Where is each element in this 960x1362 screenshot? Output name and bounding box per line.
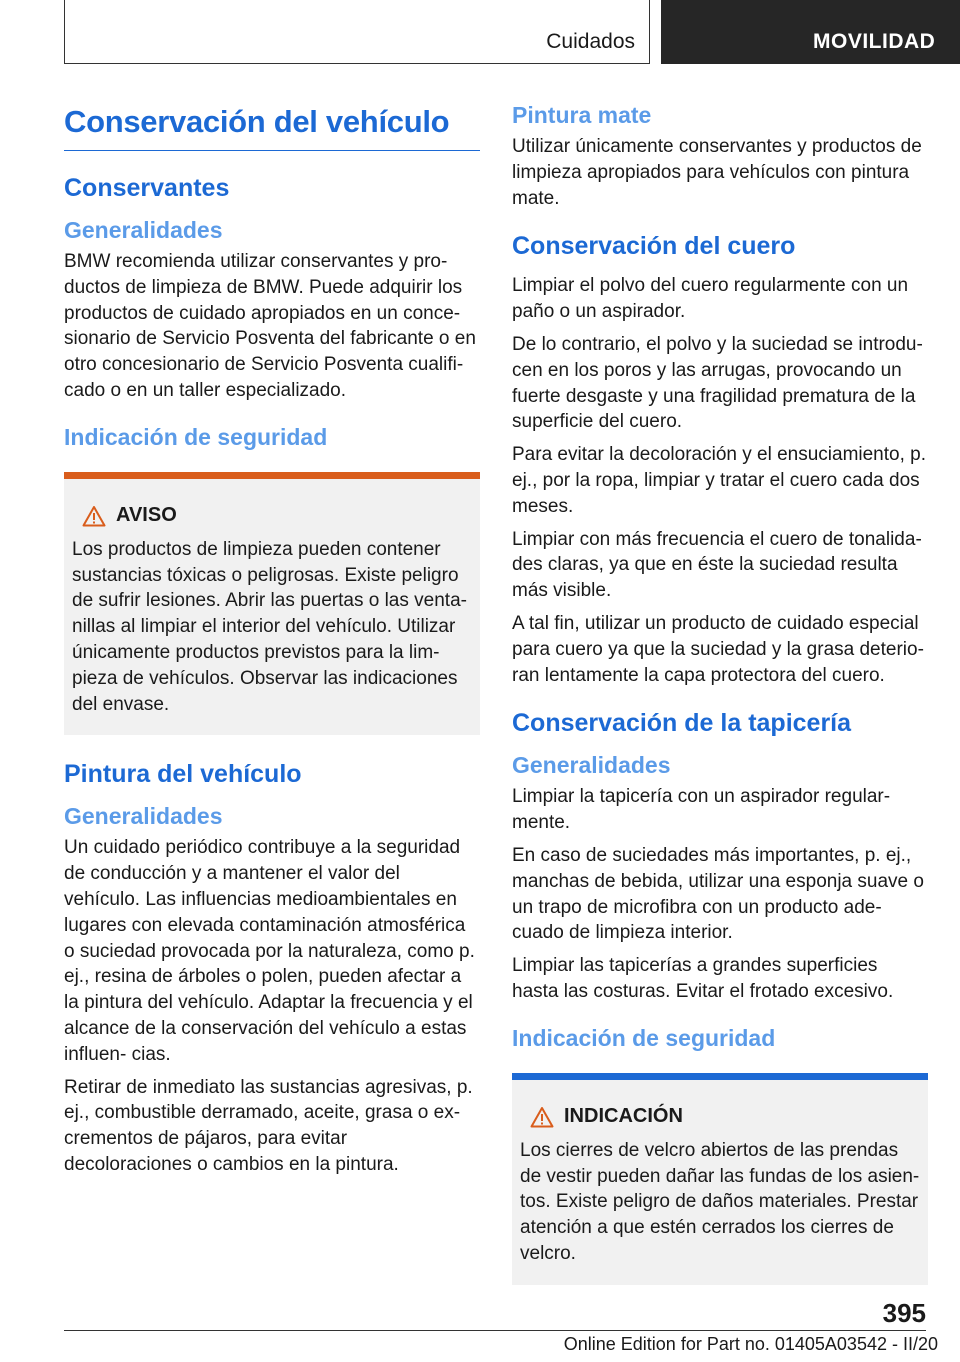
warning-title-row	[72, 499, 472, 533]
paragraph: Retirar de inmediato las sustancias agresivas, p. ej., combustible derramado, aceite, grasa o ex- crementos de pájaros, para evitar decoloraciones o cambios en la pintura.	[64, 1076, 473, 1175]
warning-triangle-icon	[72, 505, 116, 527]
section-heading-conservantes: Conservantes	[64, 174, 230, 202]
paragraph: Limpiar el polvo del cuero regularmente con un paño o un aspirador.	[512, 275, 909, 323]
footer-divider	[64, 1330, 926, 1331]
header-chapter-label: MOVILIDAD	[813, 30, 936, 53]
notice-label: INDICACIÓN	[564, 1105, 683, 1128]
paragraph: Para evitar la decoloración y el ensuciamiento, p. ej., por la ropa, limpiar y tratar el cuero cada dos meses.	[512, 444, 927, 517]
paragraph: Utilizar únicamente conservantes y productos de limpieza apropiados para vehículos con pintura mate.	[512, 136, 922, 209]
header-chapter-tab	[661, 0, 960, 64]
paragraph: De lo contrario, el polvo y la suciedad se introdu- cen en los poros y las arrugas, provocando un fuerte desgaste y una fragilidad prematura de la superficie del cuero.	[512, 333, 923, 433]
page-number: 395	[882, 1298, 926, 1328]
warning-triangle-icon	[520, 1106, 564, 1128]
subheading-pintura-mate: Pintura mate	[512, 102, 652, 128]
header-section-label: Cuidados	[546, 30, 635, 53]
paragraph: Limpiar la tapicería con un aspirador regular- mente.	[512, 786, 891, 834]
footer-edition: Online Edition for Part no. 01405A03542 - II/20	[563, 1334, 938, 1354]
subheading-indicacion-seguridad: Indicación de seguridad	[64, 423, 328, 450]
warning-box	[64, 472, 480, 736]
section-heading-tapiceria: Conservación de la tapicería	[512, 709, 852, 738]
subheading-generalidades: Generalidades	[64, 803, 223, 830]
paragraph: A tal fin, utilizar un producto de cuidado especial para cuero ya que la suciedad y la grasa deterio- ran lentamente la capa protectora del cuero.	[512, 612, 924, 686]
page-title: Conservación del vehículo	[64, 100, 480, 151]
subheading-generalidades: Generalidades	[512, 752, 671, 779]
notice-text: Los cierres de velcro abiertos de las prendas de vestir pueden dañar las fundas de los asien- tos. Existe peligro de daños materiales. Prestar atención a que estén cerrados los cierres de velcro.	[520, 1139, 920, 1264]
right-column	[512, 100, 928, 1307]
section-heading-pintura: Pintura del vehículo	[64, 760, 302, 789]
header-section-tab	[64, 0, 650, 64]
paragraph: Limpiar con más frecuencia el cuero de tonalida- des claras, ya que en éste la suciedad resulta más visible.	[512, 528, 922, 602]
paragraph: Un cuidado periódico contribuye a la seguridad de conducción y a mantener el valor del vehículo. Las influencias medioambientales en lugares con elevada contaminación atmosférica o suciedad provocada por la naturaleza, como p. ej., resina de árboles o polen, pueden afectar a la pintura del vehículo. Adaptar la frecuencia y el alcance de la conservación del vehículo a estas influen- cias.	[64, 837, 475, 1065]
warning-text: Los productos de limpieza pueden contener sustancias tóxicas o peligrosas. Existe peligro de sufrir lesiones. Abrir las puertas o las venta- nillas al limpiar el interior del vehículo. Utilizar únicamente productos previstos para la lim- pieza de vehículos. Observar las indicaciones del envase.	[72, 538, 467, 715]
paragraph: En caso de suciedades más importantes, p. ej., manchas de bebida, utilizar una esponja suave o un trapo de microfibra con un producto ade- cuado de limpieza interior.	[512, 844, 924, 944]
subheading-indicacion-seguridad: Indicación de seguridad	[512, 1024, 776, 1051]
paragraph: BMW recomienda utilizar conservantes y pro- ductos de limpieza de BMW. Puede adquirir los productos de cuidado apropiados en un conce- sionario de Servicio Posventa del fabricante o en otro concesionario de Servicio Posventa cualifi- cado o en un taller especializado.	[64, 251, 476, 401]
notice-box	[512, 1073, 928, 1285]
subheading-generalidades: Generalidades	[64, 217, 223, 243]
warning-label: AVISO	[116, 504, 177, 527]
section-heading-cuero: Conservación del cuero	[512, 232, 796, 261]
notice-title-row	[520, 1100, 920, 1134]
left-column	[64, 100, 480, 1185]
paragraph: Limpiar las tapicerías a grandes superficies hasta las costuras. Evitar el frotado excesivo.	[512, 955, 894, 1002]
